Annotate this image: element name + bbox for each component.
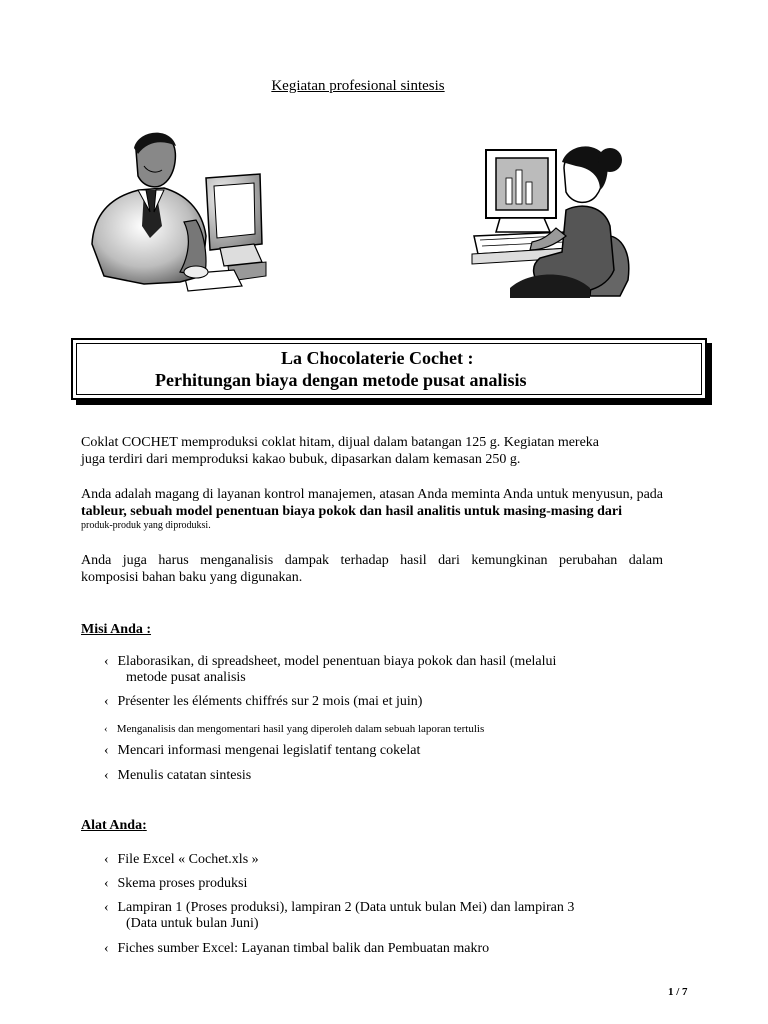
page-number: 1 / 7 [668, 986, 688, 998]
tools-item: ‹ Skema proses produksi [104, 876, 248, 891]
man-at-computer-illustration [84, 126, 270, 298]
tools-item: ‹ Fiches sumber Excel: Layanan timbal balik dan Pembuatan makro [104, 941, 490, 956]
mission-item: ‹ Elaborasikan, di spreadsheet, model penentuan biaya pokok dan hasil (melalui metode pusat analisis [104, 654, 557, 685]
title-line-2: Perhitungan biaya dengan metode pusat analisis [155, 370, 527, 390]
tools-item: ‹ File Excel « Cochet.xls » [104, 852, 259, 867]
page-title: Kegiatan profesional sintesis [271, 78, 445, 94]
document-title-box [71, 338, 707, 400]
title-line-1: La Chocolaterie Cochet : [281, 348, 474, 368]
mission-item: ‹ Menganalisis dan mengomentari hasil yang diperoleh dalam sebuah laporan tertulis [104, 723, 485, 735]
mission-item: ‹ Menulis catatan sintesis [104, 768, 252, 783]
intro-paragraph-2: Anda adalah magang di layanan kontrol manajemen, atasan Anda meminta Anda untuk menyusun, pada tableur, sebuah model penentuan biaya pokok dan hasil analitis untuk masing-masing dari produk-produk yang diproduksi. [81, 487, 663, 531]
mission-item: ‹ Présenter les éléments chiffrés sur 2 mois (mai et juin) [104, 694, 423, 709]
mission-heading: Misi Anda : [81, 622, 152, 637]
tools-item: ‹ Lampiran 1 (Proses produksi), lampiran 2 (Data untuk bulan Mei) dan lampiran 3 (Data untuk bulan Juni) [104, 900, 575, 931]
tools-heading: Alat Anda: [81, 818, 147, 833]
intro-paragraph-3: Anda juga harus menganalisis dampak terhadap hasil dari kemungkinan perubahan dalam komposisi bahan baku yang digunakan. [81, 553, 663, 585]
woman-at-computer-illustration [470, 140, 640, 300]
intro-paragraph-1: Coklat COCHET memproduksi coklat hitam, dijual dalam batangan 125 g. Kegiatan mereka juga terdiri dari memproduksi kakao bubuk, dipasarkan dalam kemasan 250 g. [81, 435, 600, 467]
mission-item: ‹ Mencari informasi mengenai legislatif tentang cokelat [104, 743, 421, 758]
